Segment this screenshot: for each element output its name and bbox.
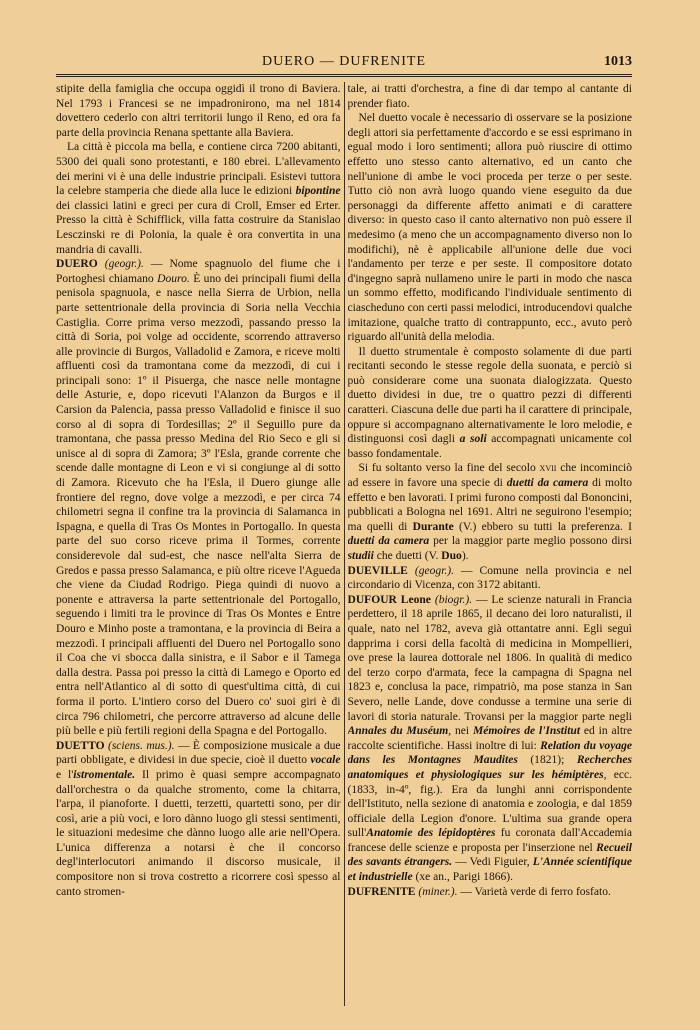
paragraph: Il duetto strumentale è composto solamente di due parti recitanti secondo le stesse regole della suonata, e perciò si può considerare come una suonata dialogizzata. Questo duetto dividesi in due, tre o quattro pezzi di differenti caratteri. Ciascuna delle due parti ha il carattere di principale, oppure si accompagnano alternativamente le loro melodie, e distinguonsi così dagli a soli accompagnati unicamente col basso fondamentale.	[347, 345, 632, 460]
running-title: DUERO — DUFRENITE	[262, 54, 426, 69]
paragraph: Si fu soltanto verso la fine del secolo xvii che incominciò ad essere in favore una specie di duetti da camera di molto effetto e ben lavorati. I primi furono composti dal Bononcini, pubblicati a Bologna nel 1691. Altri ne seguirono l'esempio; ma quelli di Durante (V.) ebbero su tutti la preferenza. I duetti da camera per la maggior parte meglio possono dirsi studii che duetti (V. Duo).	[347, 462, 632, 562]
headword: DUFRENITE	[347, 885, 416, 898]
column-divider	[344, 82, 345, 1006]
text-columns	[56, 82, 632, 1006]
left-column	[56, 82, 341, 1006]
paragraph: tale, ai tratti d'orchestra, a fine di dar tempo al cantante di prender fiato.	[347, 83, 632, 110]
right-column	[348, 82, 633, 1006]
page-header	[56, 52, 632, 72]
entry-dueville: DUEVILLE (geogr.). — Comune nella provincia e nel circondario di Vicenza, con 3172 abitanti.	[347, 564, 632, 592]
headword: DUERO	[56, 258, 98, 271]
headword: DUFOUR Leone	[347, 593, 431, 606]
paragraph: stipite della famiglia che occupa oggidì il trono di Baviera. Nel 1793 i Francesi se ne impadronirono, ma nel 1814 dovettero cederlo con altri territorii lungo il Reno, ed ora fa parte della provincia Renana spettante alla Baviera.	[56, 83, 341, 139]
entry-duero: DUERO (geogr.). — Nome spagnuolo del fiume che i Portoghesi chiamano Douro. È uno dei principali fiumi della penisola spagnuola, e nasce nella Sierra de Urbion, nella parte settentrionale della provincia di Soria nella Vecchia Castiglia. Corre prima verso mezzodì, passando presso la città di Soria, poi volge ad occidente, scorrendo attraverso alle provincie di Burgos, Valladolid e Zamora, e riceve molti affluenti così da tramontana come da mezzodì, di cui i principali sono: 1º il Pisuerga, che nasce nelle montagne delle Asturie, e, dopo ricevuti l'Alanzon da Burgos e il Carsion da Palencia, passa presso Valladolid e finisce il suo corso al di sopra di Tordesillas; 2º il Seguillo pure da tramontana, che passa presso Medina del Rio Seco e gli si unisce al di sopra di Zamora; 3º l'Esla, grande corrente che scende dalle montagne di Leon e vi si congiunge al di sotto di Zamora. Ricevuto che ha l'Esla, il Duero giunge alle frontiere del regno, dove volge a mezzodì, e per circa 74 chilometri segna il confine tra la provincia di Salamanca in Ispagna, e quella di Tras Os Montes in Portogallo. In questa parte del suo corso riceve prima il Tormes, corrente considerevole dal sud-est, che nasce nell'alta Sierra de Gredos e passa presso Salamanca, e più oltre riceve l'Agueda che viene da Ciudad Rodrigo. Piega quindi di nuovo a ponente e attraversa la parte settentrionale del Portogallo, seguendo i limiti tra le province di Tras Os Montes e Entre Douro e Minho poste a tramontana, e la provincia di Beira a mezzodì. I principali affluenti del Duero nel Portogallo sono il Coa che vi sbocca dalla sinistra, e il Sabor e il Tamega dalla destra. Passa poi presso la città di Lamego e Oporto ed entra nell'Atlantico al di sotto di quest'ultima città, di cui forma il porto. L'intiero corso del Duero co' suoi giri è di circa 796 chilometri, che percorre attraverso ad alcune delle più belle e più fertili regioni della Spagna e del Portogallo.	[56, 258, 341, 738]
header-rule	[56, 74, 632, 77]
entry-dufrenite: DUFRENITE (miner.). — Varietà verde di ferro fosfato.	[347, 885, 611, 898]
paragraph: Nel duetto vocale è necessario di osservare se la posizione degli attori sia perfettamente d'accordo e se essi esprimano in egual modo i loro sentimenti; allora può riuscire di ottimo effetto uno stesso canto alternativo, ed un canto che nell'unione di ambe le voci proceda per terze o per seste. Tutto ciò non avrà luogo quando viene eseguito da due personaggi da differente affetto animati e di carattere diverso: in questo caso il canto alternativo non può essere il medesimo (a meno che un accompagnamento diverso non lo modifichi), nè è applicabile all'unione delle due voci l'andamento per terze e per seste. Il compositore dotato d'ingegno saprà nullameno unire le parti in modo che nasca un sommo effetto, modificando l'individuale sentimento di ciascheduno con certi passi melodici, introducendovi qualche imitazione, qualche tratto di contrappunto, ecc., avuto però riguardo all'unità della melodia.	[347, 112, 632, 344]
headword: DUEVILLE	[347, 564, 408, 577]
headword: DUETTO	[56, 739, 105, 752]
entry-dufour: DUFOUR Leone (biogr.). — Le scienze naturali in Francia perdettero, il 18 aprile 1865, il decano dei loro naturalisti, il quale, nato nel 1782, aveva già ottantatre anni. Egli seguì dapprima i corsi della facoltà di medicina in Mompellieri, ove prese la laurea dottorale nel 1806. In qualità di medico del terzo corpo d'armata, fece la campagna di Spagna nel 1823 e, conclusa la pace, rimpatriò, ma pose stanza in San Severo, nelle Lande, dove condusse a termine una serie di lavori di storia naturale. Trovansi per la maggior parte negli Annales du Muséum, nei Mémoires de l'Institut ed in altre raccolte scientifiche. Hassi inoltre di lui: Relation du voyage dans les Montagnes Maudites (1821); Recherches anatomiques et physiologiques sur les hémiptères, ecc. (1833, in-4º, fig.). Era da lunghi anni corrispondente dell'Istituto, nella sezione di anatomia e zoologia, e dal 1859 officiale della Legion d'onore. L'ultima sua grande opera sull'Anatomie des lépidoptères fu coronata dall'Accademia francese delle scienze e proposta per l'inserzione nel Recueil des savants étrangers. — Vedi Figuier, L'Année scientifique et industrielle (xe an., Parigi 1866).	[347, 593, 632, 884]
paragraph: La città è piccola ma bella, e contiene circa 7200 abitanti, 5300 dei quali sono protestanti, e 180 ebrei. L'allevamento dei merini vi è una delle industrie principali. Esistevi tuttora la celebre stamperia che diede alla luce le edizioni bipontine dei classici latini e greci per cura di Croll, Emser ed Erter. Presso la città è Schifflick, villa fatta costruire da Stanislao Lesczinski re di Polonia, la quale è ora convertita in una mandria di cavalli.	[56, 141, 341, 256]
entry-duetto: DUETTO (sciens. mus.). — È composizione musicale a due parti obbligate, e dividesi in due specie, cioè il duetto vocale e l'istromentale. Il primo è quasi sempre accompagnato dall'orchestra o da qualche stromento, come la chitarra, l'arpa, il pianoforte. I duetti, terzetti, quartetti sono, per dir così, arie a più voci, e loro dànno luogo gli stessi sentimenti, le situazioni medesime che dànno luogo alle arie nell'Opera. L'unica differenza a notarsi è che il concorso degl'interlocutori animando il discorso musicale, il compositore non si trova costretto a ricorrere così spesso al canto stromen-	[56, 739, 341, 898]
page-number: 1013	[604, 54, 632, 69]
